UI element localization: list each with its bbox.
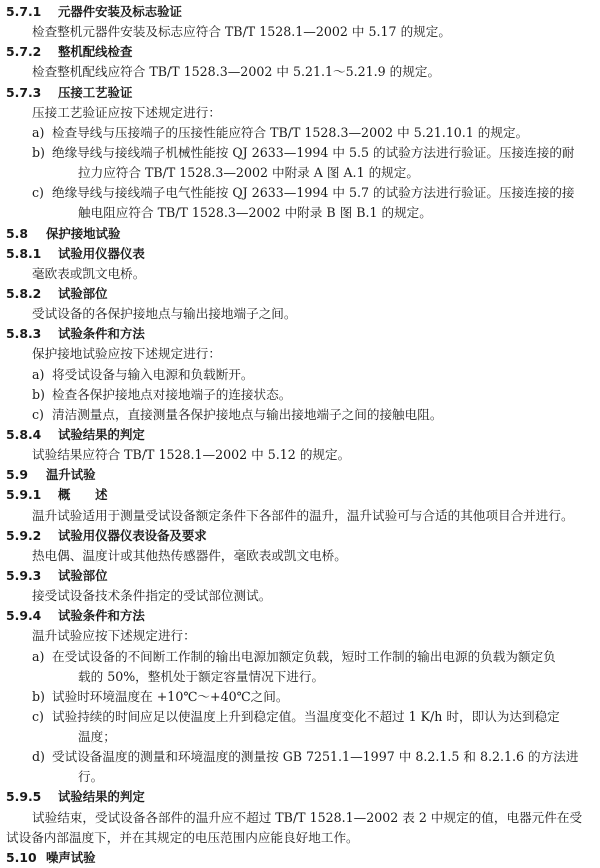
section-heading	[6, 2, 590, 22]
paragraph-line: 接受试设备技术条件指定的受试部位测试。	[32, 588, 272, 604]
list-item-continuation: 温度；	[78, 729, 116, 745]
section-title: 试验结果的判定	[58, 789, 145, 805]
section-number: 5.9	[6, 467, 28, 483]
section-number: 5.9.1	[6, 487, 42, 503]
paragraph-line: 热电偶、温度计或其他热传感器件，毫欧表或凯文电桥。	[32, 547, 347, 563]
section-heading	[6, 848, 590, 868]
section-heading	[6, 284, 590, 304]
section-number: 5.7.2	[6, 44, 42, 60]
section-number: 5.8.1	[6, 245, 42, 261]
list-item-text: 检查各保护接地点对接地端子的连接状态。	[52, 386, 292, 402]
list-item-text: 试验时环境温度在 +10℃～+40℃之间。	[52, 688, 289, 704]
list-item	[6, 747, 590, 767]
section-title: 压接工艺验证	[58, 84, 133, 100]
section-title: 保护接地试验	[46, 225, 121, 241]
list-item-continuation: 触电阻应符合 TB/T 1528.3—2002 中附录 B 图 B.1 的规定。	[78, 205, 432, 221]
paragraph-line: 保护接地试验应按下述规定进行：	[32, 346, 221, 362]
list-item-text: 绝缘导线与接线端子电气性能按 QJ 2633—1994 中 5.7 的试验方法进行验证。压接连接的接	[52, 185, 575, 201]
section-number: 5.8	[6, 225, 28, 241]
section-title: 元器件安装及标志验证	[58, 4, 182, 19]
list-item	[6, 143, 590, 163]
list-item-continuation: 载的 50%，整机处于额定容量情况下进行。	[78, 668, 325, 684]
section-number: 5.8.3	[6, 326, 42, 342]
list-marker: b)	[32, 688, 45, 704]
list-marker: a)	[32, 124, 45, 140]
section-title: 试验条件和方法	[58, 326, 145, 342]
section-number: 5.9.2	[6, 527, 42, 543]
section-heading	[6, 465, 590, 485]
list-item-text: 试验持续的时间应足以使温度上升到稳定值。当温度变化不超过 1 K/h 时，即认为达到稳定	[52, 708, 560, 724]
section-title: 试验结果的判定	[58, 426, 145, 442]
paragraph-line: 检查整机元器件安装及标志应符合 TB/T 1528.1—2002 中 5.17 的规定。	[32, 24, 451, 40]
list-marker: d)	[32, 749, 45, 765]
section-heading	[6, 566, 590, 586]
paragraph-line: 温升试验应按下述规定进行：	[32, 628, 196, 644]
paragraph-line: 压接工艺验证应按下述规定进行：	[32, 104, 221, 120]
list-item-text: 清洁测量点，直接测量各保护接地点与输出接地端子之间的接触电阻。	[52, 406, 443, 422]
section-heading	[6, 83, 590, 103]
list-marker: a)	[32, 648, 45, 664]
paragraph-line: 受试设备的各保护接地点与输出接地端子之间。	[32, 306, 297, 322]
section-heading	[6, 42, 590, 62]
list-item	[6, 707, 590, 727]
list-item	[6, 405, 590, 425]
list-marker: c)	[32, 185, 44, 201]
list-marker: b)	[32, 144, 45, 160]
section-number: 5.9.4	[6, 608, 42, 624]
list-item-text: 绝缘导线与接线端子机械性能按 QJ 2633—1994 中 5.5 的试验方法进行验证。压接连接的耐	[52, 144, 575, 160]
list-item	[6, 123, 590, 143]
list-item	[6, 647, 590, 667]
section-title: 噪声试验	[46, 849, 96, 865]
list-item-text: 检查导线与压接端子的压接性能应符合 TB/T 1528.3—2002 中 5.21.10.1 的规定。	[52, 124, 529, 140]
section-title: 试验用仪器仪表	[58, 245, 145, 261]
section-title: 温升试验	[46, 467, 96, 483]
section-title: 概 述	[58, 487, 108, 503]
section-number: 5.7.1	[6, 4, 42, 19]
section-heading	[6, 526, 590, 546]
list-item-continuation: 行。	[78, 769, 104, 785]
section-heading	[6, 425, 590, 445]
section-number: 5.7.3	[6, 84, 42, 100]
list-marker: b)	[32, 386, 45, 402]
section-title: 整机配线检查	[58, 44, 133, 60]
section-heading	[6, 606, 590, 626]
section-number: 5.9.5	[6, 789, 42, 805]
section-heading	[6, 244, 590, 264]
list-item-text: 将受试设备与输入电源和负载断开。	[52, 366, 254, 382]
paragraph-line: 毫欧表或凯文电桥。	[32, 265, 146, 281]
section-title: 试验用仪器仪表设备及要求	[58, 527, 207, 543]
list-marker: c)	[32, 708, 44, 724]
list-item	[6, 183, 590, 203]
list-item-text: 受试设备温度的测量和环境温度的测量按 GB 7251.1—1997 中 8.2.1.5 和 8.2.1.6 的方法进	[52, 749, 579, 765]
section-title: 试验条件和方法	[58, 608, 145, 624]
section-heading	[6, 224, 590, 244]
list-item	[6, 687, 590, 707]
section-title: 试验部位	[58, 285, 108, 301]
paragraph-line: 温升试验适用于测量受试设备额定条件下各部件的温升，温升试验可与合适的其他项目合并进行。	[32, 507, 574, 523]
section-number: 5.8.4	[6, 426, 42, 442]
list-item-text: 在受试设备的不间断工作制的输出电源加额定负载，短时工作制的输出电源的负载为额定负	[52, 648, 556, 664]
section-heading	[6, 324, 590, 344]
list-marker: a)	[32, 366, 45, 382]
list-marker: c)	[32, 406, 44, 422]
paragraph-line: 试设备内部温度下，并在其规定的电压范围内应能良好地工作。	[6, 829, 359, 845]
list-item-continuation: 拉力应符合 TB/T 1528.3—2002 中附录 A 图 A.1 的规定。	[78, 165, 419, 181]
paragraph-line: 检查整机配线应符合 TB/T 1528.3—2002 中 5.21.1～5.21.9 的规定。	[32, 64, 441, 80]
section-number: 5.9.3	[6, 567, 42, 583]
section-heading	[6, 787, 590, 807]
section-title: 试验部位	[58, 567, 108, 583]
list-item	[6, 365, 590, 385]
section-heading	[6, 485, 590, 505]
paragraph-line: 试验结果应符合 TB/T 1528.1—2002 中 5.12 的规定。	[32, 447, 351, 463]
paragraph-line: 试验结束，受试设备各部件的温升应不超过 TB/T 1528.1—2002 表 2 中规定的值，电器元件在受	[32, 809, 583, 825]
section-number: 5.10	[6, 849, 37, 865]
list-item	[6, 385, 590, 405]
section-number: 5.8.2	[6, 285, 42, 301]
